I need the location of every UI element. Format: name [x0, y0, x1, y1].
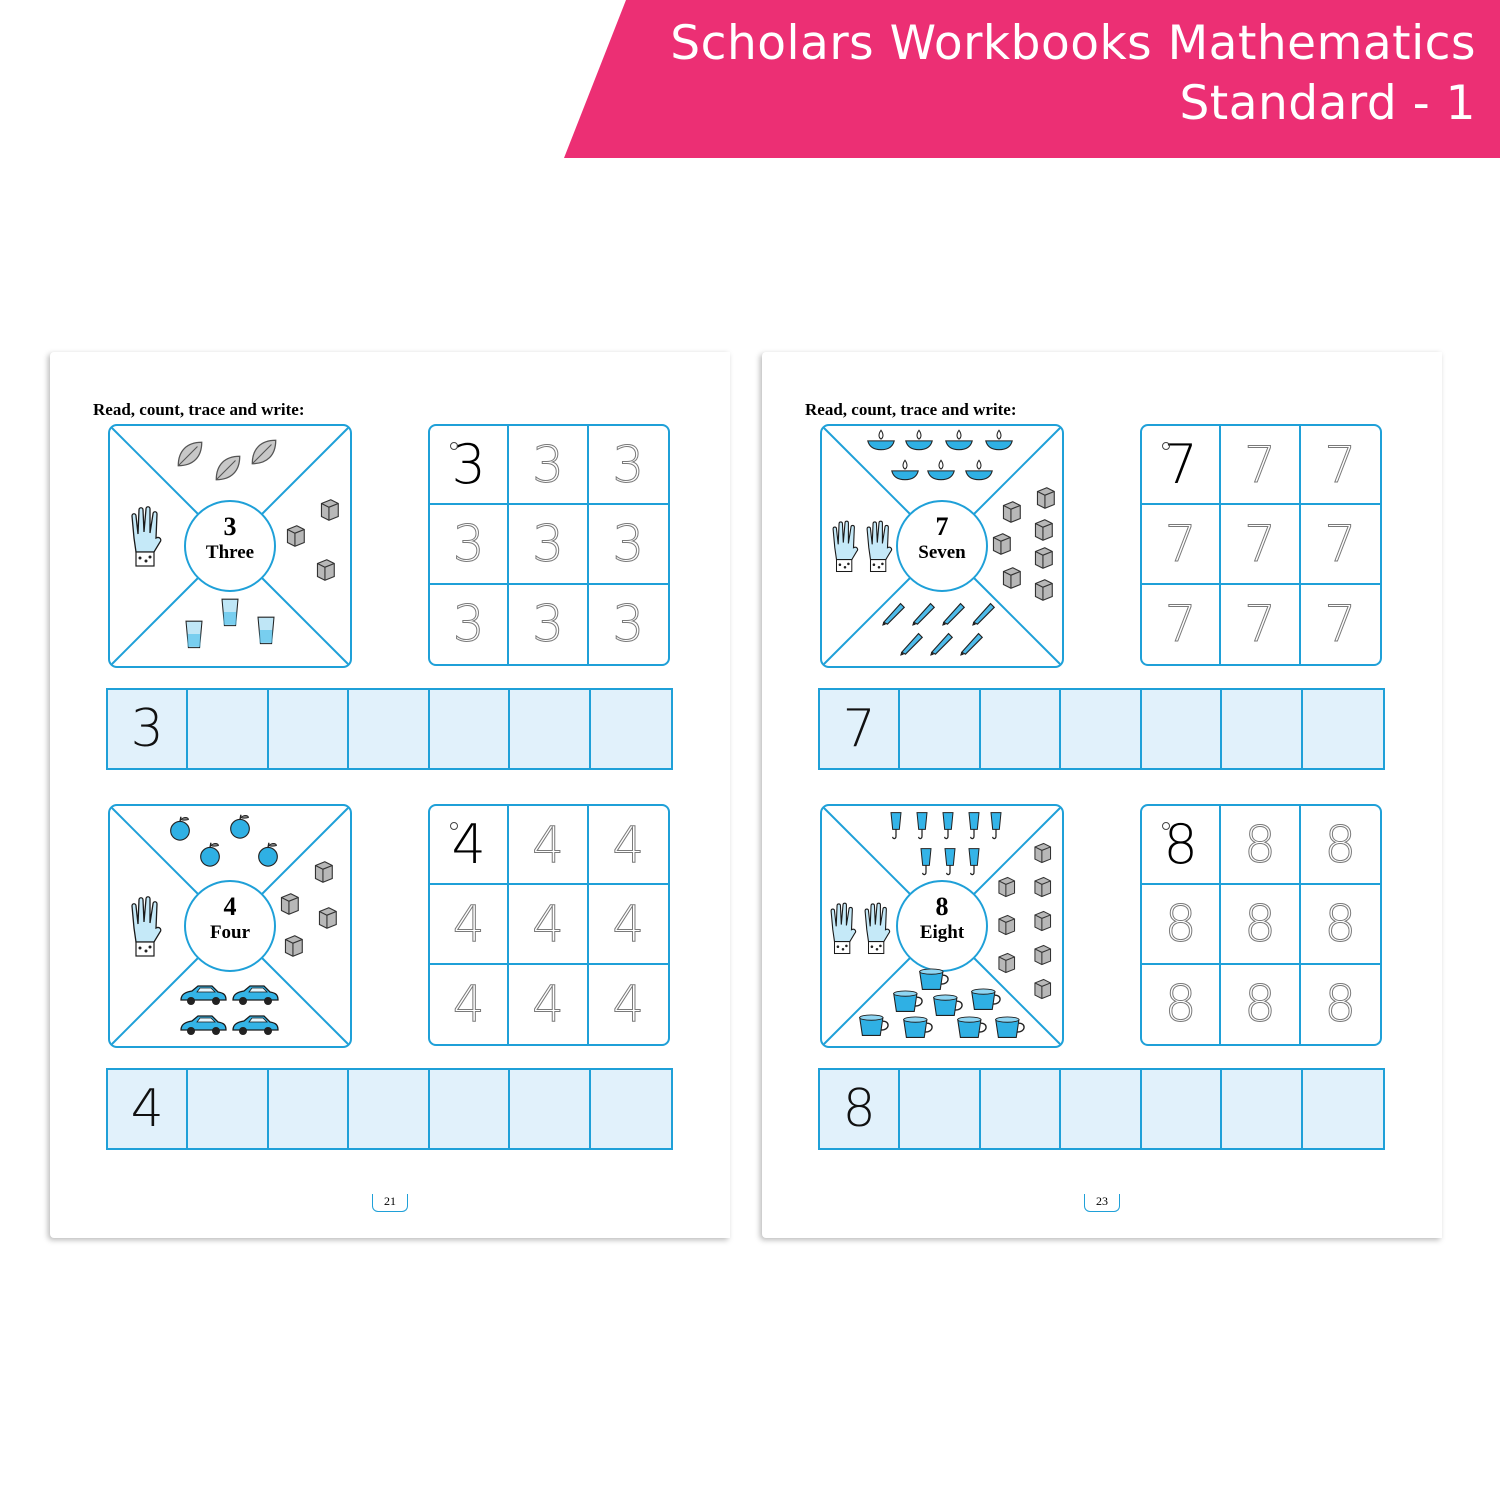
write-model-cell: 4 [108, 1070, 188, 1148]
number-digit: 4 [223, 892, 237, 921]
trace-cell[interactable]: 7 [1142, 585, 1221, 664]
cube-icon [310, 556, 338, 584]
umbrella-icon [912, 810, 932, 842]
workbook-page-right [762, 352, 1442, 1238]
write-cell[interactable] [981, 690, 1061, 768]
diya-lamp-icon [964, 458, 994, 482]
trace-cell[interactable]: 7 [1221, 505, 1300, 584]
write-cell[interactable] [1142, 1070, 1222, 1148]
trace-cell[interactable]: 8 [1142, 965, 1221, 1044]
count-box [820, 424, 1064, 668]
trace-cell[interactable]: 7 [1221, 426, 1300, 505]
trace-cell[interactable]: 3 [430, 585, 509, 664]
write-cell[interactable] [591, 690, 671, 768]
trace-cell[interactable]: 8 [1301, 806, 1380, 885]
hand-four-fingers-icon [126, 888, 166, 964]
write-strip [106, 688, 673, 770]
trace-grid [428, 424, 670, 666]
number-section-8 [762, 804, 1442, 1164]
trace-cell[interactable]: 3 [430, 505, 509, 584]
write-cell[interactable] [349, 690, 429, 768]
write-cell[interactable] [349, 1070, 429, 1148]
write-model-cell: 3 [108, 690, 188, 768]
trace-grid [1140, 804, 1382, 1046]
trace-cell[interactable]: 8 [1142, 885, 1221, 964]
number-word: Four [209, 922, 251, 943]
write-cell[interactable] [430, 1070, 510, 1148]
workbook-page-left [50, 352, 730, 1238]
number-word: Eight [919, 922, 965, 943]
number-badge [897, 881, 987, 971]
apple-icon [166, 814, 194, 842]
cube-icon [1028, 976, 1054, 1002]
instruction-text: Read, count, trace and write: [805, 400, 1017, 419]
trace-cell[interactable]: 8 [1221, 806, 1300, 885]
number-section-7 [762, 424, 1442, 784]
cube-icon [1028, 544, 1056, 572]
trace-cell[interactable]: 4 [430, 965, 509, 1044]
number-digit: 3 [223, 512, 237, 541]
write-cell[interactable] [1061, 1070, 1141, 1148]
cube-icon [312, 904, 340, 932]
cube-icon [1030, 484, 1058, 512]
diya-lamp-icon [890, 458, 920, 482]
diya-lamp-icon [944, 428, 974, 452]
write-cell[interactable] [1142, 690, 1222, 768]
trace-cell[interactable]: 3 [509, 426, 588, 505]
cube-icon [1028, 942, 1054, 968]
write-cell[interactable] [1222, 1070, 1302, 1148]
cup-icon [856, 1014, 892, 1039]
pen-icon [970, 598, 998, 626]
hands-seven-fingers-icon [828, 518, 862, 574]
trace-cell[interactable]: 4 [430, 885, 509, 964]
trace-cell[interactable]: 8 [1221, 965, 1300, 1044]
umbrella-icon [938, 810, 958, 842]
cube-icon [280, 522, 308, 550]
write-cell[interactable] [188, 690, 268, 768]
pen-icon [928, 628, 956, 656]
write-cell[interactable] [188, 1070, 268, 1148]
trace-cell[interactable]: 4 [509, 806, 588, 885]
trace-cell[interactable]: 8 [1221, 885, 1300, 964]
cube-icon [1028, 840, 1054, 866]
trace-grid [428, 804, 670, 1046]
number-badge [185, 501, 275, 591]
pen-icon [898, 628, 926, 656]
cup-icon [968, 988, 1004, 1013]
write-model-cell: 8 [820, 1070, 900, 1148]
write-cell[interactable] [1303, 690, 1383, 768]
cube-icon [308, 858, 336, 886]
trace-model-cell: 4 [430, 806, 509, 885]
trace-cell[interactable]: 3 [509, 505, 588, 584]
number-word: Three [205, 542, 255, 563]
trace-cell[interactable]: 7 [1301, 505, 1380, 584]
cube-icon [992, 912, 1018, 938]
diya-lamp-icon [984, 428, 1014, 452]
cube-icon [992, 874, 1018, 900]
umbrella-icon [964, 846, 984, 878]
trace-cell[interactable]: 4 [509, 885, 588, 964]
number-section-4 [50, 804, 730, 1164]
cube-icon [996, 498, 1024, 526]
write-strip [818, 688, 1385, 770]
cup-icon [890, 990, 926, 1015]
write-cell[interactable] [269, 1070, 349, 1148]
write-strip [106, 1068, 673, 1150]
trace-cell[interactable]: 4 [509, 965, 588, 1044]
trace-cell[interactable]: 4 [589, 806, 668, 885]
umbrella-icon [886, 810, 906, 842]
pen-icon [958, 628, 986, 656]
apple-icon [254, 840, 282, 868]
hands-eight-fingers-icon [826, 900, 860, 956]
write-cell[interactable] [510, 690, 590, 768]
glass-icon [254, 612, 278, 648]
car-icon [230, 1012, 280, 1038]
trace-cell[interactable]: 4 [612, 975, 645, 1034]
leaf-icon [174, 438, 206, 470]
number-digit: 8 [935, 892, 949, 921]
trace-cell[interactable]: 7 [1324, 595, 1357, 654]
cube-icon [278, 932, 306, 960]
cup-icon [900, 1016, 936, 1041]
hands-seven-fingers-icon [862, 518, 896, 574]
cube-icon [274, 890, 302, 918]
trace-cell[interactable]: 7 [1142, 505, 1221, 584]
write-cell[interactable] [510, 1070, 590, 1148]
page-number: 23 [1084, 1194, 1120, 1212]
car-icon [230, 982, 280, 1008]
trace-grid [1140, 424, 1382, 666]
count-box [820, 804, 1064, 1048]
pen-icon [910, 598, 938, 626]
cup-icon [954, 1016, 990, 1041]
banner-subtitle: Standard - 1 [1179, 76, 1476, 131]
write-cell[interactable] [1222, 690, 1302, 768]
leaf-icon [212, 452, 244, 484]
write-cell[interactable] [430, 690, 510, 768]
umbrella-icon [986, 810, 1006, 842]
cube-icon [1028, 908, 1054, 934]
number-digit: 7 [935, 512, 949, 541]
trace-model-cell: 3 [430, 426, 509, 505]
write-cell[interactable] [591, 1070, 671, 1148]
cube-icon [992, 950, 1018, 976]
pen-icon [880, 598, 908, 626]
write-model-cell: 7 [820, 690, 900, 768]
apple-icon [196, 840, 224, 868]
write-cell[interactable] [1303, 1070, 1383, 1148]
banner-title: Scholars Workbooks Mathematics [670, 16, 1476, 71]
instruction-text: Read, count, trace and write: [93, 400, 305, 419]
umbrella-icon [940, 846, 960, 878]
page-number: 21 [372, 1194, 408, 1212]
glass-icon [218, 594, 242, 630]
cube-icon [996, 564, 1024, 592]
write-cell[interactable] [981, 1070, 1061, 1148]
trace-model-cell: 7 [1142, 426, 1221, 505]
trace-cell[interactable]: 3 [589, 426, 668, 505]
write-cell[interactable] [900, 690, 980, 768]
trace-cell[interactable]: 4 [589, 885, 668, 964]
diya-lamp-icon [904, 428, 934, 452]
number-badge [897, 501, 987, 591]
trace-model-cell: 8 [1142, 806, 1221, 885]
umbrella-icon [916, 846, 936, 878]
trace-cell[interactable]: 3 [509, 585, 588, 664]
number-section-3 [50, 424, 730, 784]
trace-cell[interactable]: 3 [612, 595, 645, 654]
write-cell[interactable] [269, 690, 349, 768]
write-cell[interactable] [900, 1070, 980, 1148]
cube-icon [314, 496, 342, 524]
pen-icon [940, 598, 968, 626]
count-box [108, 424, 352, 668]
cup-icon [992, 1016, 1028, 1041]
car-icon [178, 982, 228, 1008]
write-cell[interactable] [1061, 690, 1141, 768]
write-strip [818, 1068, 1385, 1150]
count-box [108, 804, 352, 1048]
trace-cell[interactable]: 8 [1301, 885, 1380, 964]
trace-cell[interactable]: 3 [589, 505, 668, 584]
diya-lamp-icon [866, 428, 896, 452]
hands-eight-fingers-icon [860, 900, 894, 956]
umbrella-icon [964, 810, 984, 842]
trace-cell[interactable]: 7 [1301, 426, 1380, 505]
cube-icon [1028, 874, 1054, 900]
car-icon [178, 1012, 228, 1038]
leaf-icon [248, 436, 280, 468]
hand-three-fingers-icon [126, 498, 166, 574]
diya-lamp-icon [926, 458, 956, 482]
number-word: Seven [918, 542, 966, 563]
glass-icon [182, 616, 206, 652]
number-badge [185, 881, 275, 971]
apple-icon [226, 812, 254, 840]
cube-icon [1028, 576, 1056, 604]
trace-cell[interactable]: 8 [1324, 975, 1357, 1034]
cube-icon [986, 530, 1014, 558]
trace-cell[interactable]: 7 [1221, 585, 1300, 664]
cube-icon [1028, 516, 1056, 544]
